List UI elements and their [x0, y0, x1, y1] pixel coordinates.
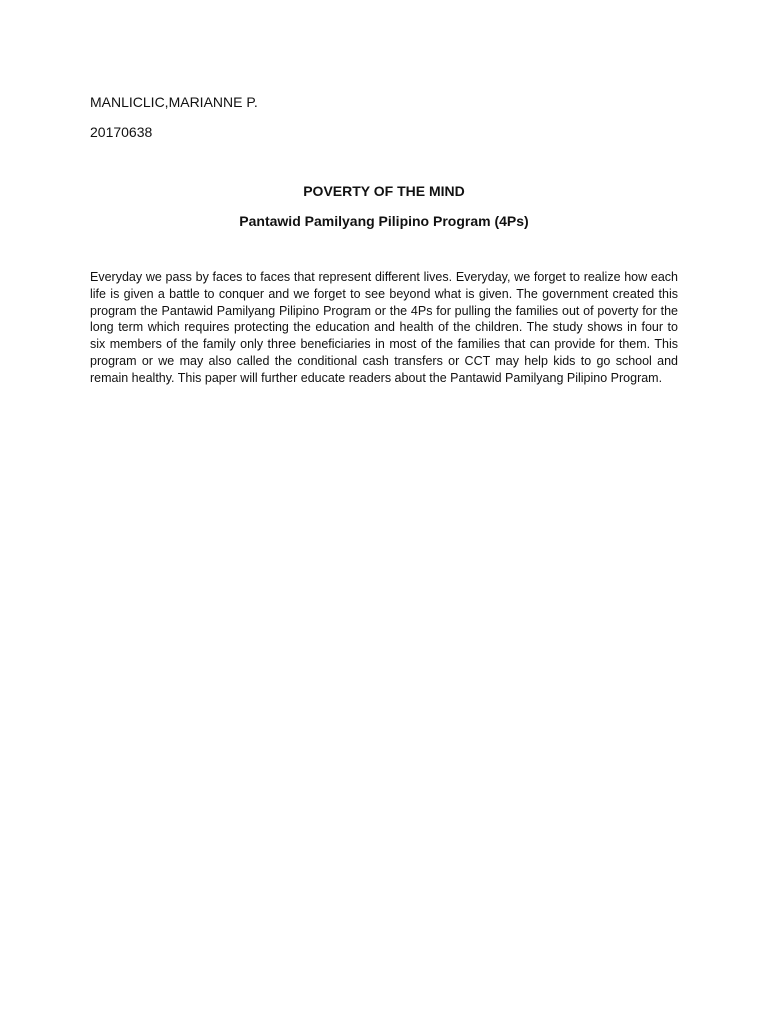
body-paragraph: Everyday we pass by faces to faces that represent different lives. Everyday, we forget to realize how each life is given a battle to conquer and we forget to see beyond what is given. The government created this program the Pantawid Pamilyang Pilipino Program or the 4Ps for pulling the families out of poverty for the long term which requires protecting the education and health of the children. The study shows in four to six members of the family only three beneficiaries in most of the families that can provide for them. This program or we may also called the conditional cash transfers or CCT may help kids to go school and remain healthy. This paper will further educate readers about the Pantawid Pamilyang Pilipino Program. — [90, 270, 678, 385]
document-title: POVERTY OF THE MIND — [303, 183, 465, 199]
student-id: 20170638 — [90, 124, 153, 140]
author-name: MANLICLIC,MARIANNE P. — [90, 94, 258, 110]
document-subtitle: Pantawid Pamilyang Pilipino Program (4Ps) — [239, 213, 529, 229]
